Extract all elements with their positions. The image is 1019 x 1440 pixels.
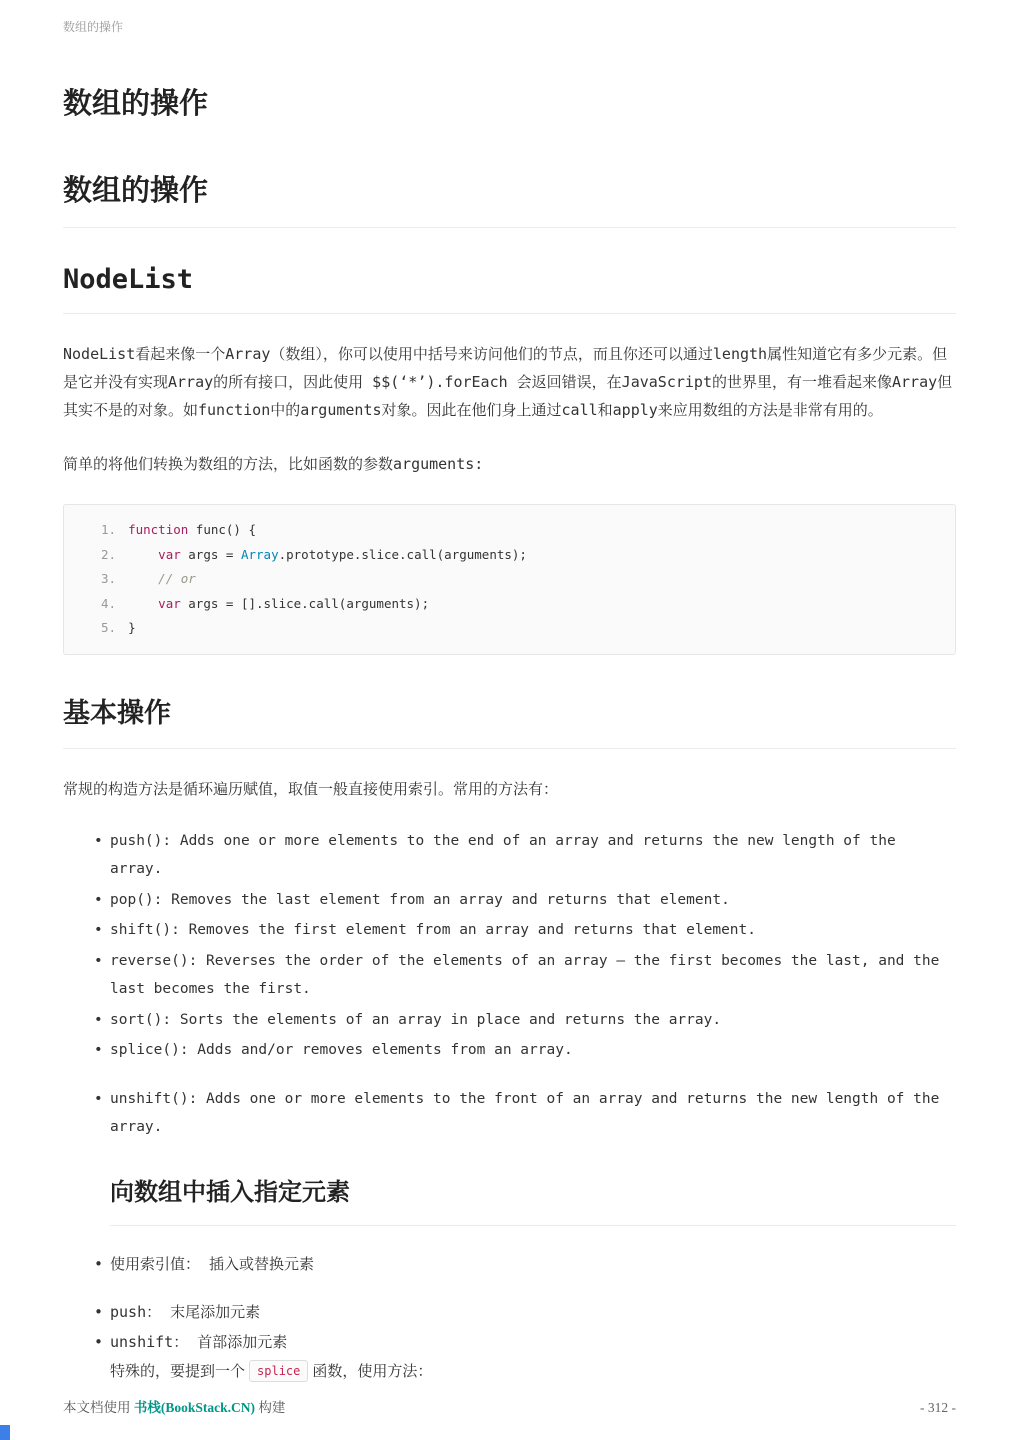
running-header [0,0,1019,35]
document-content [0,81,1019,1386]
line-number: 5. [101,620,117,635]
code-block [63,504,956,655]
running-header-title: 数组的操作 [63,20,124,34]
code-line [64,567,955,592]
insert-list-item [110,1250,956,1278]
page-number: - 312 - [920,1400,956,1415]
insert-list-item [110,1328,956,1386]
footer-prefix: 本文档使用 [63,1400,134,1415]
array-methods-list [63,827,956,1142]
basic-intro: 常规的构造方法是循环遍历赋值，取值一般直接使用索引。常用的方法有： [63,779,559,798]
method-list-item: • shift(): Removes the first element from an array and returns that element. [110,916,956,945]
code-text: var args = [].slice.call(arguments); [158,595,430,611]
method-list-item: • unshift(): Adds one or more elements to the front of an array and returns the new length of the array. [110,1085,956,1142]
method-list-item: • sort(): Sorts the elements of an array in place and returns the array. [110,1006,956,1035]
heading-insert-elements: 向数组中插入指定元素 [110,1172,956,1226]
method-list-item: • reverse(): Reverses the order of the elements of an array — the first becomes the last, and the last becomes the first. [110,947,956,1004]
line-number: 2. [101,546,117,562]
heading-nodelist: NodeList [63,264,956,314]
nodelist-paragraph-1: NodeList看起来像一个Array（数组），你可以使用中括号来访问他们的节点，而且你还可以通过length属性知道它有多少元素。但是它并没有实现Array的所有接口，因此使用 $$(‘*’).forEach 会返回错误，在JavaScript的世界里，有一堆看起来像Array但其实不是的对象。如function中的arguments对象。因此在他们身上通过call和apply来应用数组的方法是非常有用的。 [63,345,953,419]
code-line [64,616,955,641]
line-number: 4. [101,595,117,611]
insert-methods-list [63,1250,956,1386]
code-line [64,592,955,617]
insert-item-text: • unshift： 首部添加元素 [110,1332,288,1351]
code-line [64,543,955,568]
line-number: 3. [101,571,117,586]
code-text: } [128,620,136,635]
insert-item-note: 特殊的，要提到一个 splice 函数，使用方法： [110,1361,433,1380]
doc-title: 数组的操作 [63,86,209,120]
footer-brand-link[interactable]: 书栈(BookStack.CN) [133,1400,256,1415]
chapter-title: 数组的操作 [63,168,956,228]
corner-artifact [0,1425,10,1440]
code-line [64,518,955,543]
method-list-item: • splice(): Adds and/or removes elements from an array. [110,1036,956,1065]
heading-basic-operations: 基本操作 [63,691,956,749]
method-list-item: • push(): Adds one or more elements to the end of an array and returns the new length of the array. [110,827,956,884]
line-number: 1. [101,522,117,537]
footer-suffix: 构建 [255,1400,286,1415]
code-text: function func() { [128,522,257,537]
inline-code: splice [249,1360,308,1382]
footer-builder-note [63,1396,285,1416]
page-footer [63,1396,956,1416]
method-list-item: • pop(): Removes the last element from an array and returns that element. [110,886,956,915]
insert-list-item [110,1298,956,1326]
code-text: // or [158,571,196,586]
code-text: var args = Array.prototype.slice.call(arguments); [158,546,527,562]
nodelist-paragraph-2: 简单的将他们转换为数组的方法，比如函数的参数arguments: [63,455,484,473]
insert-item-text: • push： 末尾添加元素 [110,1302,261,1321]
insert-item-text: • 使用索引值： 插入或替换元素 [110,1254,315,1273]
